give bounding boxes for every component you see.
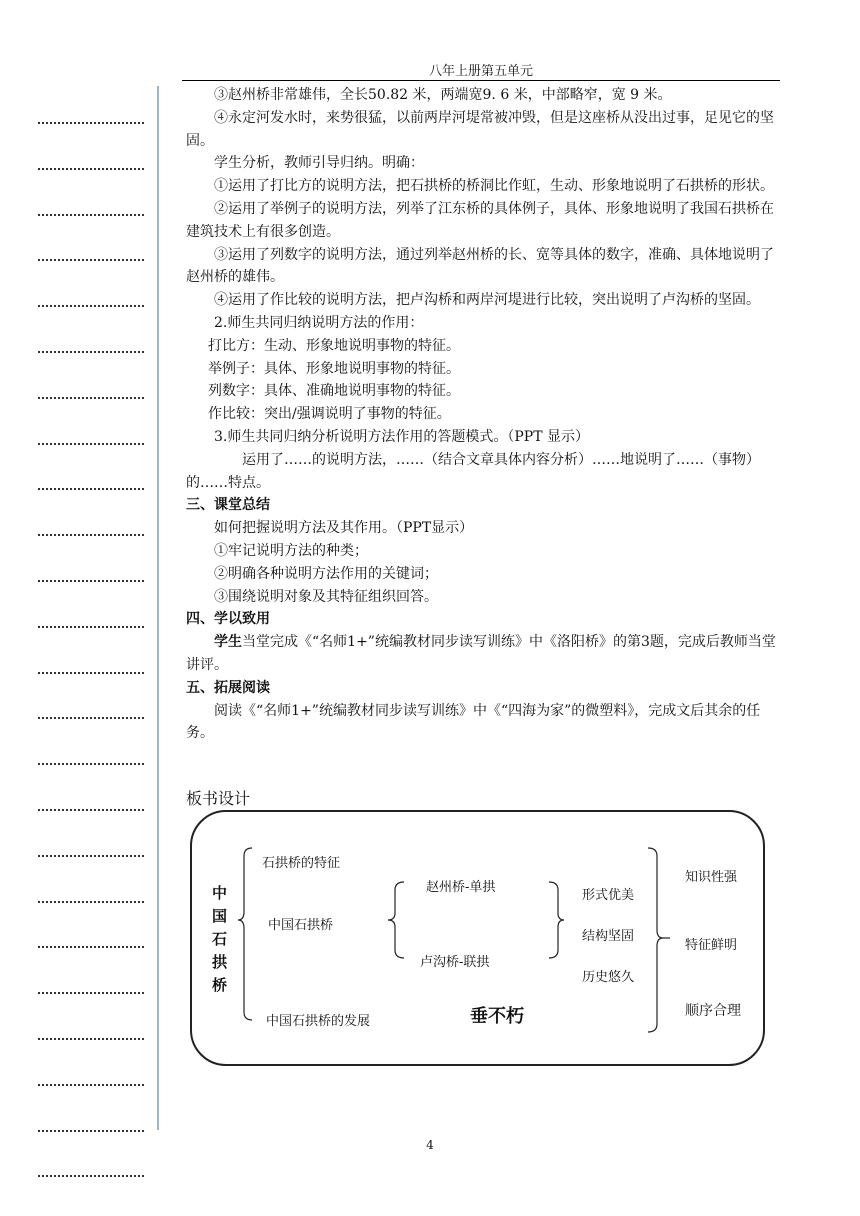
body-line: ④运用了作比较的说明方法，把卢沟桥和两岸河堤进行比较，突出说明了卢沟桥的坚固。: [214, 292, 760, 309]
vertical-char: 拱: [212, 953, 228, 971]
header-rule: [182, 80, 780, 81]
board-diagram: [190, 810, 765, 1066]
bold-lead: 学生: [214, 634, 242, 651]
board-item-zhaozhou: 赵州桥-单拱: [426, 880, 496, 895]
vertical-char: 桥: [212, 976, 228, 994]
margin-dotted-line: [38, 214, 144, 216]
body-line: 阅读《“名师1+”统编教材同步读写训练》中《“四海为家”的微塑料》，完成文后其余的任务。: [186, 702, 761, 742]
page-number: 4: [426, 1138, 434, 1152]
margin-dotted-line: [38, 534, 144, 536]
vertical-char: 石: [212, 930, 228, 948]
margin-dotted-line: [38, 443, 144, 445]
board-item-lugou: 卢沟桥-联拱: [420, 955, 490, 970]
margin-dotted-line: [38, 992, 144, 994]
board-design-title: 板书设计: [186, 789, 251, 808]
margin-dotted-line: [38, 397, 144, 399]
board-item-development: 中国石拱桥的发展: [266, 1014, 371, 1029]
method-line: 举例子：具体、形象地说明事物的特征。: [208, 360, 460, 377]
vertical-char: 中: [212, 884, 228, 902]
margin-dotted-line: [38, 626, 144, 628]
practice-text: 当堂完成《“名师1+”统编教材同步读写训练》中《洛阳桥》的第3题，完成后教师当堂讲评。: [186, 634, 776, 673]
margin-dotted-line: [38, 1175, 144, 1177]
margin-dotted-line: [38, 122, 144, 124]
body-line: ①运用了打比方的说明方法，把石拱桥的桥洞比作虹，生动、形象地说明了石拱桥的形状。: [214, 178, 774, 195]
margin-dotted-line: [38, 351, 144, 353]
margin-dotted-line: [38, 809, 144, 811]
method-line: 列数字：具体、准确地说明事物的特征。: [208, 383, 460, 400]
page-header: 八年上册第五单元: [428, 64, 533, 79]
board-item-characteristics: 特征鲜明: [685, 938, 738, 953]
body-line: [186, 631, 780, 677]
brace-lines: [192, 812, 767, 1068]
method-line: 作比较：突出/强调说明了事物的特征。: [208, 406, 451, 423]
margin-dotted-line: [38, 580, 144, 582]
board-item-features: 石拱桥的特征: [262, 856, 341, 871]
margin-dotted-line: [38, 717, 144, 719]
margin-dotted-line: [38, 763, 144, 765]
body-line: ③赵州桥非常雄伟，全长50.82 米，两端宽9. 6 米，中部略窄，宽 9 米。: [214, 87, 672, 103]
body-line: ②运用了举例子的说明方法，列举了江东桥的具体例子，具体、形象地说明了我国石拱桥在建筑技术上有很多创造。: [186, 200, 774, 240]
board-item-order: 顺序合理: [685, 1003, 741, 1019]
margin-dotted-line: [38, 488, 144, 490]
body-line: 2.师生共同归纳说明方法的作用：: [214, 314, 424, 331]
body-line: ②明确各种说明方法作用的关键词；: [214, 565, 438, 582]
margin-dotted-line: [38, 1038, 144, 1040]
body-line: 如何把握说明方法及其作用。（PPT显示）: [214, 520, 474, 537]
margin-dotted-line: [38, 168, 144, 170]
board-item-history: 历史悠久: [582, 970, 635, 985]
margin-dotted-line: [38, 855, 144, 857]
board-item-knowledge: 知识性强: [685, 870, 738, 885]
section-heading-practice: 四、学以致用: [186, 611, 270, 628]
method-line: 打比方：生动、形象地说明事物的特征。: [208, 337, 460, 354]
body-line: ①牢记说明方法的种类；: [214, 542, 368, 559]
body-line: ③围绕说明对象及其特征组织回答。: [214, 588, 438, 605]
body-line: 3.师生共同归纳分析说明方法作用的答题模式。（PPT 显示）: [214, 428, 589, 445]
margin-line: [157, 86, 159, 1130]
margin-dotted-line: [38, 259, 144, 261]
lesson-content: [186, 84, 780, 745]
section-heading-reading: 五、拓展阅读: [186, 679, 270, 696]
board-item-form: 形式优美: [582, 888, 635, 903]
body-line: 学生分析，教师引导归纳。明确：: [214, 155, 424, 172]
margin-dotted-line: [38, 672, 144, 674]
answer-template: 运用了……的说明方法，……（结合文章具体内容分析）……地说明了……（事物）的……特点。: [186, 451, 760, 491]
body-line: ③运用了列数字的说明方法，通过列举赵州桥的长、宽等具体的数字，准确、具体地说明了赵州桥的雄伟。: [186, 246, 774, 286]
margin-dotted-line: [38, 901, 144, 903]
board-item-chinese-bridge: 中国石拱桥: [268, 918, 334, 933]
body-line: ④永定河发水时，来势很猛，以前两岸河堤常被冲毁，但是这座桥从没出过事，足见它的坚固。: [186, 109, 774, 149]
board-slogan: 垂不朽: [470, 1006, 524, 1027]
section-heading-summary: 三、课堂总结: [186, 497, 270, 514]
margin-dotted-line: [38, 1130, 144, 1132]
vertical-char: 国: [212, 907, 228, 925]
margin-dotted-line: [38, 305, 144, 307]
board-item-structure: 结构坚固: [582, 929, 635, 944]
margin-dotted-line: [38, 946, 144, 948]
margin-dotted-line: [38, 1084, 144, 1086]
